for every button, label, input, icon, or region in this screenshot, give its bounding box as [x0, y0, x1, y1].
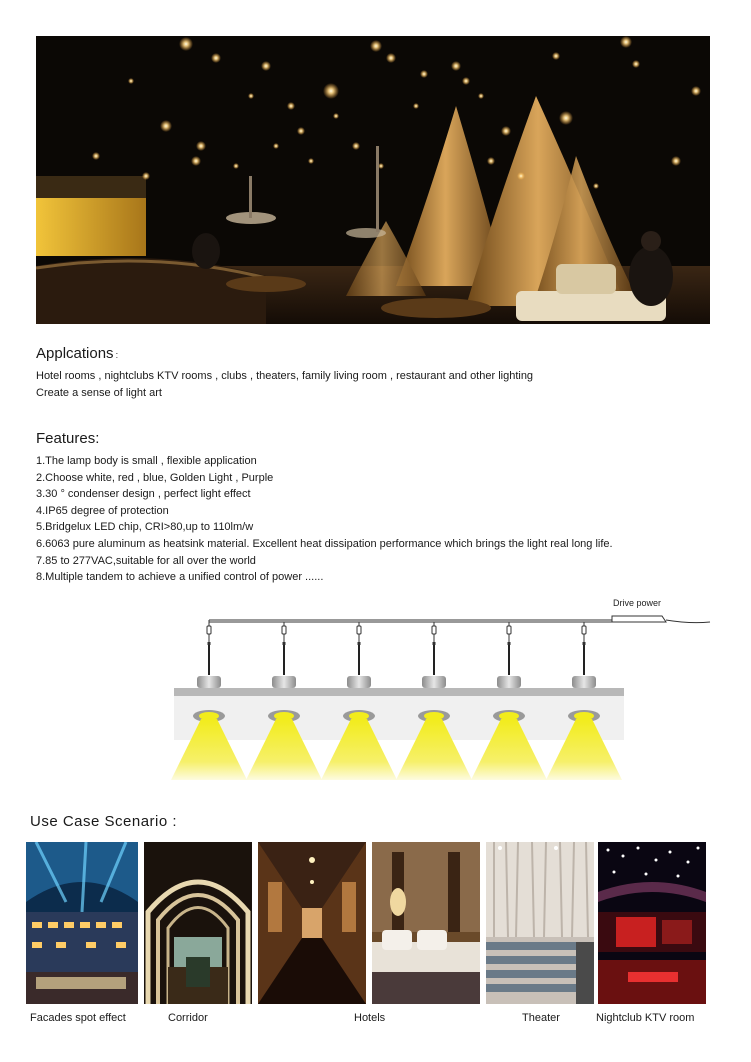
feature-item: 3.30 ° condenser design , perfect light effect: [36, 488, 251, 501]
applications-line: Hotel rooms , nightclubs KTV rooms , clubs , theaters, family living room , restaurant and other lighting: [36, 370, 534, 382]
hero-restaurant-photo: [36, 36, 710, 324]
facades-photo: [26, 842, 138, 1004]
hotels-corridor-photo: [258, 842, 366, 1004]
feature-item: 8.Multiple tandem to achieve a unified control of power ......: [36, 571, 324, 584]
nightclub-photo: [598, 842, 706, 1004]
applications-text: [36, 368, 533, 402]
power-cord: [666, 620, 710, 623]
applications-heading: Applcations :: [36, 345, 119, 362]
use-case-gallery: [26, 842, 716, 1004]
caption-corridor: Corridor: [168, 1012, 208, 1024]
feature-item: 2.Choose white, red , blue, Golden Light , Purple: [36, 471, 274, 484]
features-heading: Features:: [36, 430, 100, 447]
ceiling-panel: [174, 696, 624, 740]
restaurant-scene: [36, 36, 710, 324]
use-case-heading: Use Case Scenario :: [30, 813, 178, 830]
caption-theater: Theater: [522, 1012, 560, 1024]
features-list: [36, 453, 613, 586]
applications-line: Create a sense of light art: [36, 387, 162, 399]
feature-item: 5.Bridgelux LED chip, CRI>80,up to 110lm/w: [36, 521, 254, 534]
feature-item: 7.85 to 277VAC,suitable for all over the world: [36, 554, 256, 567]
wiring-diagram-svg: [0, 590, 751, 790]
theater-photo: [486, 842, 594, 1004]
wiring-diagram: [0, 590, 751, 790]
drive-power-box: [612, 616, 666, 622]
drive-power-label: Drive power: [613, 598, 662, 608]
feature-item: 6.6063 pure aluminum as heatsink material. Excellent heat dissipation performance which brings the light real long life.: [36, 537, 613, 550]
feature-item: 4.IP65 degree of protection: [36, 504, 169, 517]
caption-hotels: Hotels: [354, 1012, 386, 1024]
main-wire: [209, 620, 612, 628]
feature-item: 1.The lamp body is small , flexible application: [36, 455, 257, 467]
hotels-room-photo: [372, 842, 480, 1004]
ceiling-edge: [174, 688, 624, 696]
caption-facades: Facades spot effect: [30, 1012, 126, 1024]
caption-nightclub: Nightclub KTV room: [596, 1012, 695, 1024]
corridor-photo: [144, 842, 252, 1004]
